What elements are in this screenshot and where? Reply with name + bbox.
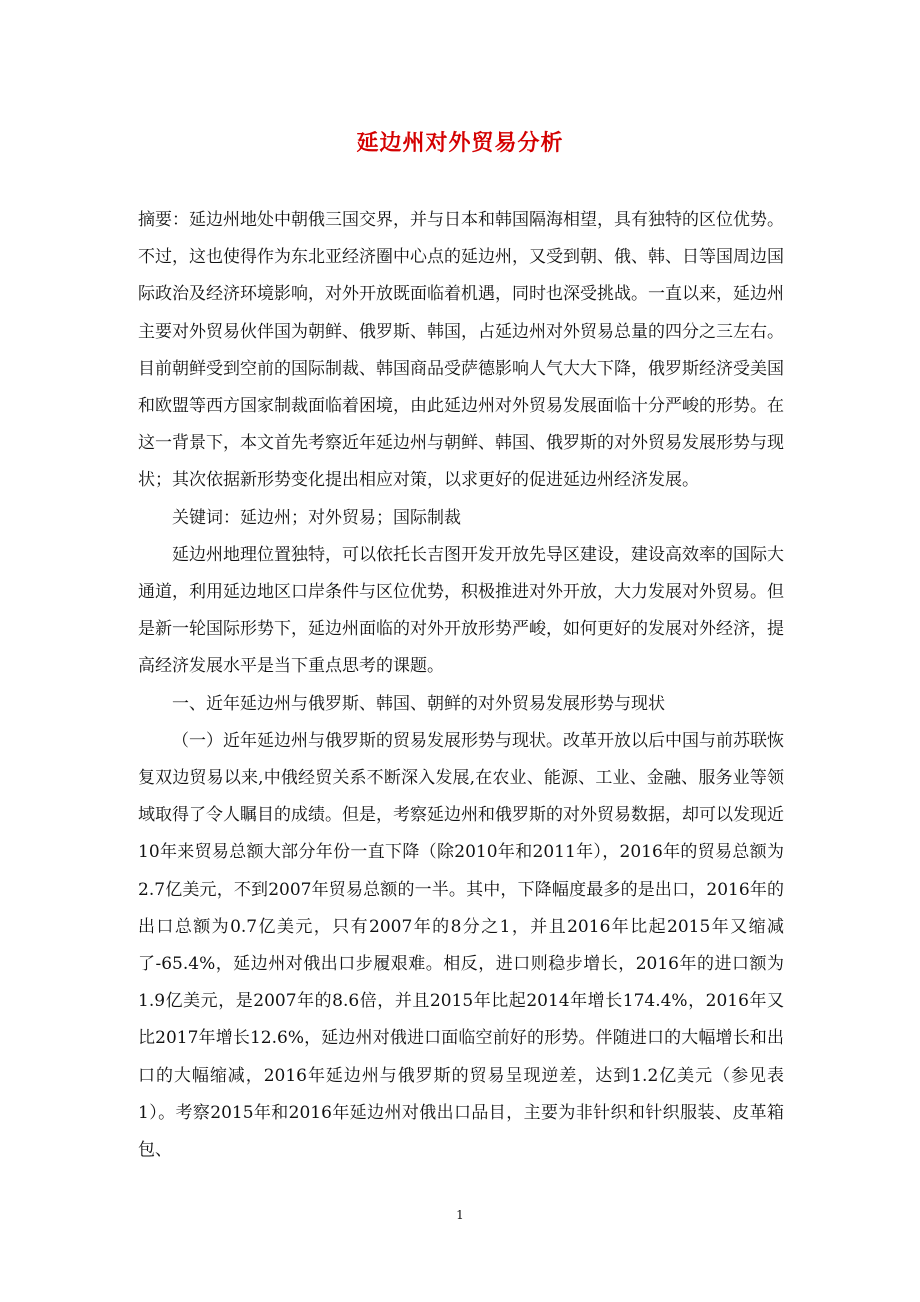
page-number: 1: [456, 1208, 464, 1222]
document-title: 延边州对外贸易分析: [356, 130, 564, 156]
russia-trade-paragraph: （一）近年延边州与俄罗斯的贸易发展形势与现状。改革开放以后中国与前苏联恢复双边贸易以来,中俄经贸关系不断深入发展,在农业、能源、工业、金融、服务业等领域取得了令人瞩目的成绩。但是，考察延边州和俄罗斯的对外贸易数据，却可以发现近10年来贸易总额大部分年份一直下降（除2010年和2011年），2016年的贸易总额为2.7亿美元，不到2007年贸易总额的一半。其中，下降幅度最多的是出口，2016年的出口总额为0.7亿美元，只有2007年的8分之1，并且2016年比起2015年又缩减了-65.4%，延边州对俄出口步履艰难。相反，进口则稳步增长，2016年的进口额为1.9亿美元，是2007年的8.6倍，并且2015年比起2014年增长174.4%，2016年又比2017年增长12.6%，延边州对俄进口面临空前好的形势。伴随进口的大幅增长和出口的大幅缩减，2016年延边州与俄罗斯的贸易呈现逆差，达到1.2亿美元（参见表1）。考察2015年和2016年延边州对俄出口品目，主要为非针织和针织服装、皮革箱包、: [138, 730, 784, 1161]
document-body: [138, 202, 784, 1169]
intro-paragraph: 延边州地理位置独特，可以依托长吉图开发开放先导区建设，建设高效率的国际大通道，利用延边地区口岸条件与区位优势，积极推进对外开放，大力发展对外贸易。但是新一轮国际形势下，延边州面临的对外开放形势严峻，如何更好的发展对外经济，提高经济发展水平是当下重点思考的课题。: [138, 544, 784, 677]
abstract-paragraph: 摘要：延边州地处中朝俄三国交界，并与日本和韩国隔海相望，具有独特的区位优势。不过，这也使得作为东北亚经济圈中心点的延边州，又受到朝、俄、韩、日等国周边国际政治及经济环境影响，对外开放既面临着机遇，同时也深受挑战。一直以来，延边州主要对外贸易伙伴国为朝鲜、俄罗斯、韩国，占延边州对外贸易总量的四分之三左右。目前朝鲜受到空前的国际制裁、韩国商品受萨德影响人气大大下降，俄罗斯经济受美国和欧盟等西方国家制裁面临着困境，由此延边州对外贸易发展面临十分严峻的形势。在这一背景下，本文首先考察近年延边州与朝鲜、韩国、俄罗斯的对外贸易发展形势与现状；其次依据新形势变化提出相应对策，以求更好的促进延边州经济发展。: [138, 210, 784, 491]
section-heading: 一、近年延边州与俄罗斯、韩国、朝鲜的对外贸易发展形势与现状: [172, 693, 665, 714]
keywords-paragraph: 关键词：延边州；对外贸易；国际制裁: [172, 507, 461, 528]
